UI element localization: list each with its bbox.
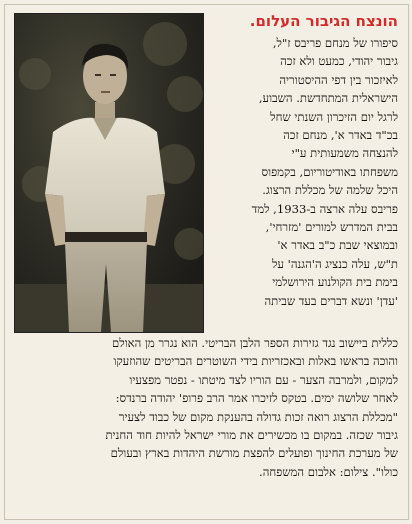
portrait-photo xyxy=(14,13,204,333)
text-line: לרגל יום הזיכרון השנתי שחל xyxy=(270,109,398,124)
text-line: גיבור שכזה. במקום בו מכשירים את מורי ישראל להיות חוד החנית xyxy=(105,428,398,443)
text-line: ת"ש, עלה כנציג ה'הגנה' על xyxy=(271,256,398,271)
article-column-text xyxy=(208,34,398,310)
text-line: בכ"ד באדר א', מנחם זכה xyxy=(283,128,398,143)
portrait-illustration xyxy=(15,14,203,332)
text-line: בבית המדרש למורים 'מזרחי', xyxy=(265,220,398,235)
text-line: בימת בית הקולנוע הירושלמי xyxy=(272,275,398,290)
text-line: פריבס עלה ארצה ב-1933, למד xyxy=(251,201,398,216)
text-line: כולו". צילום: אלבום המשפחה. xyxy=(259,464,398,479)
text-line: הישראלית המתחדשת. השבוע, xyxy=(258,91,398,106)
text-line: היכל שלמה של מכללת הרצוג. xyxy=(262,183,398,198)
text-line: כללית ביישוב נגד גזירות הספר הלבן הבריטי. הוא נגרר מן האולם xyxy=(112,336,398,350)
text-line: "מכללת הרצוג רואה זכות גדולה בהענקת מקום של כבוד לצעיר xyxy=(118,409,398,424)
article-full-width-text xyxy=(14,334,398,481)
text-line: להנצחה משמעותית ע"י xyxy=(291,146,398,161)
article-title: הונצח הגיבור העלום. xyxy=(249,12,398,30)
text-line: והוכה בראשו באלות ובאכזריות בידי השוטרים הבריטים שהוזעקו xyxy=(113,354,398,369)
text-line: לאיזכור בין דפי ההיסטוריה xyxy=(279,72,398,87)
text-line: סיפורו של מנחם פריבס ז"ל, xyxy=(272,36,398,50)
text-line: גיבור יהודי, כמעט ולא זכה xyxy=(280,54,398,69)
text-line: למקום, ולמרבה הצער - עם הוריו לצד מיטתו - נפטר מפצעיו xyxy=(129,372,398,387)
text-line: 'עדן' ונשא דברים בעד שביתה xyxy=(264,293,398,308)
text-line: לאחר שלושה ימים. בטקס לזיכרו אמר הרב פרופ' יהודה ברנדס: xyxy=(115,391,398,406)
text-line: ובמוצאי שבת כ"ב באדר א' xyxy=(277,238,398,253)
text-line: של מערכת החינוך ופועלים להפצת מורשת היהדות בארץ ובעולם xyxy=(110,446,398,461)
text-line: משפחתו באודיטוריום, בקמפוס xyxy=(261,164,398,179)
